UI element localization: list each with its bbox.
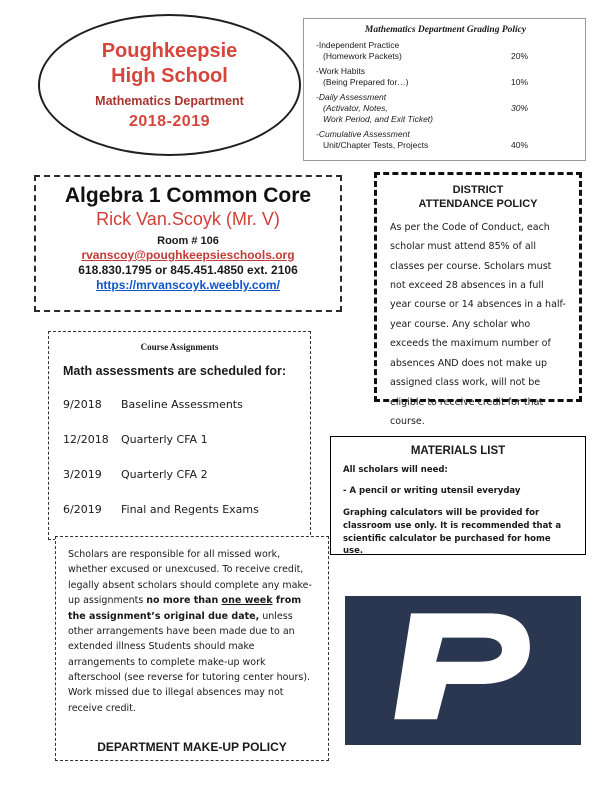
grading-item-label [316, 66, 511, 88]
grading-item-percent: 30% [511, 103, 529, 114]
grading-item-percent: 20% [511, 51, 529, 61]
assignment-date: 9/2018 [63, 398, 102, 411]
teacher-website-link[interactable]: https://mrvanscoyk.weebly.com/ [96, 278, 280, 292]
grading-item [316, 92, 575, 125]
course-title: Algebra 1 Common Core [64, 184, 312, 207]
grading-item-line: (Homework Packets) [323, 51, 402, 62]
grading-item-line: -Independent Practice [316, 40, 400, 50]
teacher-name: Rick Van.Scoyk (Mr. V) [96, 209, 280, 229]
phone-numbers: 618.830.1795 or 845.451.4850 ext. 2106 [78, 263, 298, 277]
grading-item-line: (Activator, Notes, [323, 103, 388, 114]
grading-item-percent: 10% [511, 77, 529, 88]
makeup-text-segment: one week [221, 595, 273, 607]
grading-item-label [316, 40, 511, 62]
grading-item-line: Unit/Chapter Tests, Projects [323, 140, 429, 151]
assignment-row [63, 398, 296, 411]
attendance-policy-box [374, 172, 582, 428]
teacher-email-link[interactable]: rvanscoy@poughkeepsieschools.org [81, 248, 295, 262]
assignment-desc: Baseline Assessments [121, 398, 243, 411]
purdue-p-logo [345, 596, 581, 745]
assignment-date: 12/2018 [63, 433, 109, 446]
grading-policy-title: Mathematics Department Grading Policy [364, 25, 527, 35]
purdue-p-icon [368, 606, 558, 736]
makeup-policy-title: DEPARTMENT MAKE-UP POLICY [97, 740, 287, 754]
materials-list-box [330, 436, 586, 555]
makeup-policy-text [68, 547, 316, 716]
attendance-policy-title: DISTRICT ATTENDANCE POLICY [418, 184, 538, 211]
makeup-text-segment: no more than [146, 595, 222, 607]
assignment-row [63, 433, 296, 446]
department-name: Mathematics Department [95, 94, 244, 108]
grading-item-line: -Daily Assessment [316, 92, 387, 103]
assignment-desc: Final and Regents Exams [121, 503, 259, 516]
grading-item-label [316, 129, 511, 151]
grading-item-line: -Work Habits [316, 66, 365, 77]
makeup-text-segment: unless other arrangements have been made due to an extended illness Students should make arrangements to complete make-up work afterschool (see reverse for tutoring center hours). Work missed due to illegal absences may not receive credit. [68, 610, 311, 714]
grading-item-line: (Being Prepared for…) [323, 77, 409, 88]
materials-list-title: MATERIALS LIST [410, 445, 506, 457]
assignments-intro: Math assessments are scheduled for: [63, 364, 286, 378]
room-number: Room # 106 [157, 235, 219, 247]
assignment-date: 3/2019 [63, 468, 102, 481]
materials-item: - A pencil or writing utensil everyday [343, 486, 521, 496]
school-name: Poughkeepsie High School [101, 40, 238, 87]
assignment-desc: Quarterly CFA 2 [121, 468, 208, 481]
materials-need-label: All scholars will need: [343, 465, 448, 475]
grading-item [316, 40, 575, 62]
grading-policy-box [303, 18, 586, 161]
school-year: 2018-2019 [128, 113, 210, 130]
course-assignments-box [48, 331, 311, 540]
makeup-policy-box [55, 536, 329, 761]
grading-item-line: -Cumulative Assessment [316, 129, 410, 140]
makeup-text-segment: Scholars are responsible for all missed work, whether excused or unexcused. To receive credit, legally absent scholars should complete any make-up assignments [68, 549, 312, 607]
grading-item-line: Work Period, and Exit Ticket) [323, 114, 433, 125]
materials-note: Graphing calculators will be provided for classroom use only. It is recommended that a scientific calculator be purchased for home use. [343, 508, 562, 557]
grading-item-label [316, 92, 511, 125]
grading-item-percent: 40% [511, 140, 529, 151]
assignment-date: 6/2019 [63, 503, 102, 516]
course-info-box [34, 175, 342, 312]
course-assignments-header: Course Assignments [140, 342, 219, 352]
assignment-row [63, 503, 296, 516]
makeup-text-segment: from the assignment’s original due date, [68, 595, 302, 622]
grading-item [316, 129, 575, 151]
assignment-row [63, 468, 296, 481]
attendance-policy-text: As per the Code of Conduct, each scholar must attend 85% of all classes per course. Scholars must not exceed 28 absences in a full year course or 14 absences in a half-year course. Any scholar who exceeds the maximum number of absences AND does not make up assigned class work, will not be eligible to receive credit for that course. [390, 221, 566, 428]
grading-item [316, 66, 575, 88]
assignment-desc: Quarterly CFA 1 [121, 433, 208, 446]
school-header-oval [38, 14, 301, 156]
